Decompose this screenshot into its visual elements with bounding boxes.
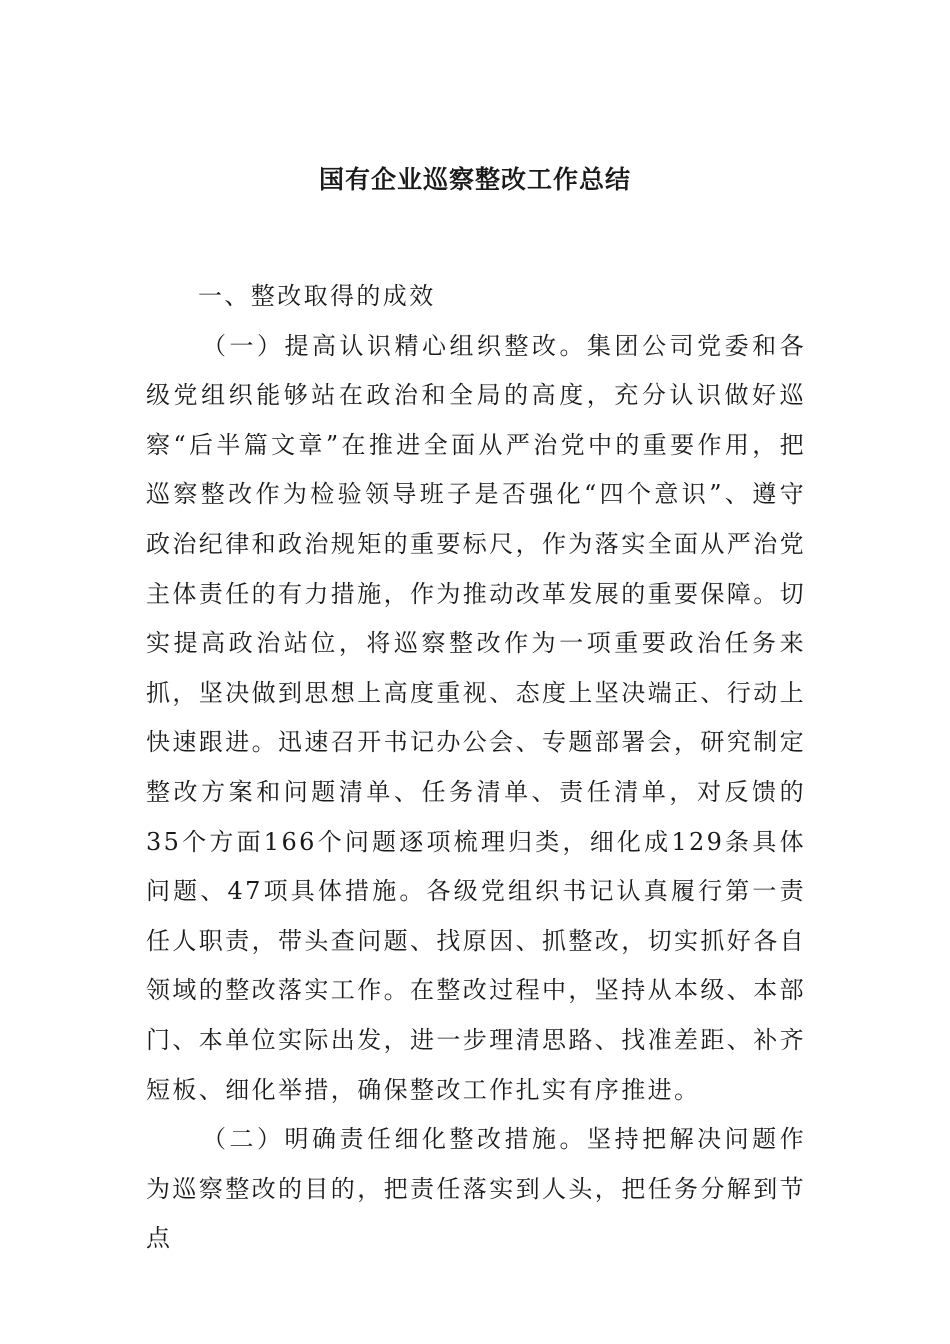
paragraph-2: （二）明确责任细化整改措施。坚持把解决问题作为巡察整改的目的，把责任落实到人头，把任务分解到节点 bbox=[146, 1125, 806, 1253]
document-title: 国有企业巡察整改工作总结 bbox=[318, 165, 631, 194]
section-heading: 一、整改取得的成效 bbox=[198, 282, 436, 310]
document-body bbox=[146, 272, 806, 1264]
paragraph-1: （一）提高认识精心组织整改。集团公司党委和各级党组织能够站在政治和全局的高度，充分认识做好巡察“后半篇文章”在推进全面从严治党中的重要作用，把巡察整改作为检验领导班子是否强化“四个意识”、遵守政治纪律和政治规矩的重要标尺，作为落实全面从严治党主体责任的有力措施，作为推动改革发展的重要保障。切实提高政治站位，将巡察整改作为一项重要政治任务来抓，坚决做到思想上高度重视、态度上坚决端正、行动上快速跟进。迅速召开书记办公会、专题部署会，研究制定整改方案和问题清单、任务清单、责任清单，对反馈的35个方面166个问题逐项梳理归类，细化成129条具体问题、47项具体措施。各级党组织书记认真履行第一责任人职责，带头查问题、找原因、抓整改，切实抓好各自领域的整改落实工作。在整改过程中，坚持从本级、本部门、本单位实际出发，进一步理清思路、找准差距、补齐短板、细化举措，确保整改工作扎实有序推进。 bbox=[146, 331, 806, 1104]
